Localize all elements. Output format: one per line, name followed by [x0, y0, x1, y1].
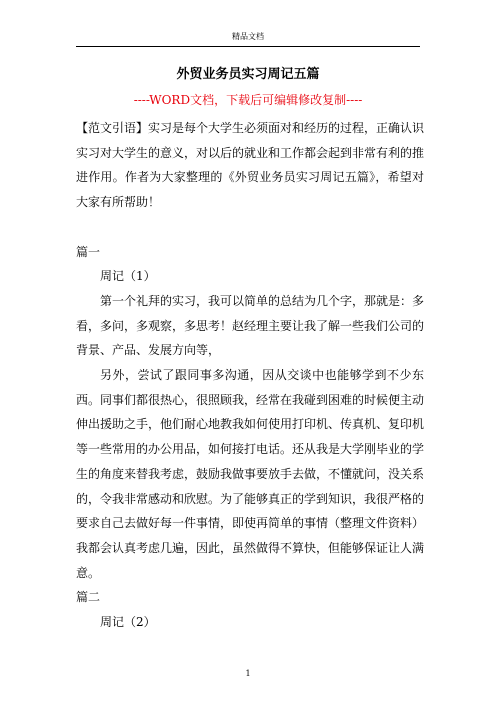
page-number: 1 — [245, 669, 251, 678]
document-subtitle: ----WORD文档，下载后可编辑修改复制---- — [133, 93, 363, 107]
document-body — [76, 116, 424, 635]
body-paragraph: 另外，尝试了跟同事多沟通，因从交谈中也能够学到不少东西。同事们都很热心，很照顾我，经常在我碰到困难的时候便主动伸出援助之手，他们耐心地教我如何使用打印机、传真机、复印机等一些常用的办公用品，如何接打电话。还从我是大学刚毕业的学生的角度来替我考虑，鼓励我做事要放手去做，不懂就问，没关系的，令我非常感动和欣慰。为了能够真正的学到知识，我很严格的要求自己去做好每一件事情，即使再简单的事情（整理文件资料）我都会认真考虑几遍，因此，虽然做得不算快，但能够保证让人满意。 — [76, 368, 425, 580]
week-heading: 周记（2） — [100, 615, 156, 630]
body-paragraph: 第一个礼拜的实习，我可以简单的总结为几个字，那就是：多看，多问，多观察，多思考！赵经理主要让我了解一些我们公司的背景、产品、发展方向等， — [76, 293, 425, 358]
week-heading: 周记（1） — [100, 269, 156, 284]
document-title: 外贸业务员实习周记五篇 — [176, 67, 320, 82]
spacer — [76, 215, 424, 240]
intro-paragraph: 【范文引语】实习是每个大学生必须面对和经历的过程，正确认识实习对大学生的意义，对以后的就业和工作都会起到非常有利的推进作用。作者为大家整理的《外贸业务员实习周记五篇》，希望对大家有所帮助！ — [76, 121, 425, 210]
section-heading: 篇二 — [76, 590, 101, 605]
page-header — [76, 28, 420, 47]
section-heading: 篇一 — [76, 244, 101, 259]
header-text: 精品文档 — [232, 32, 264, 41]
